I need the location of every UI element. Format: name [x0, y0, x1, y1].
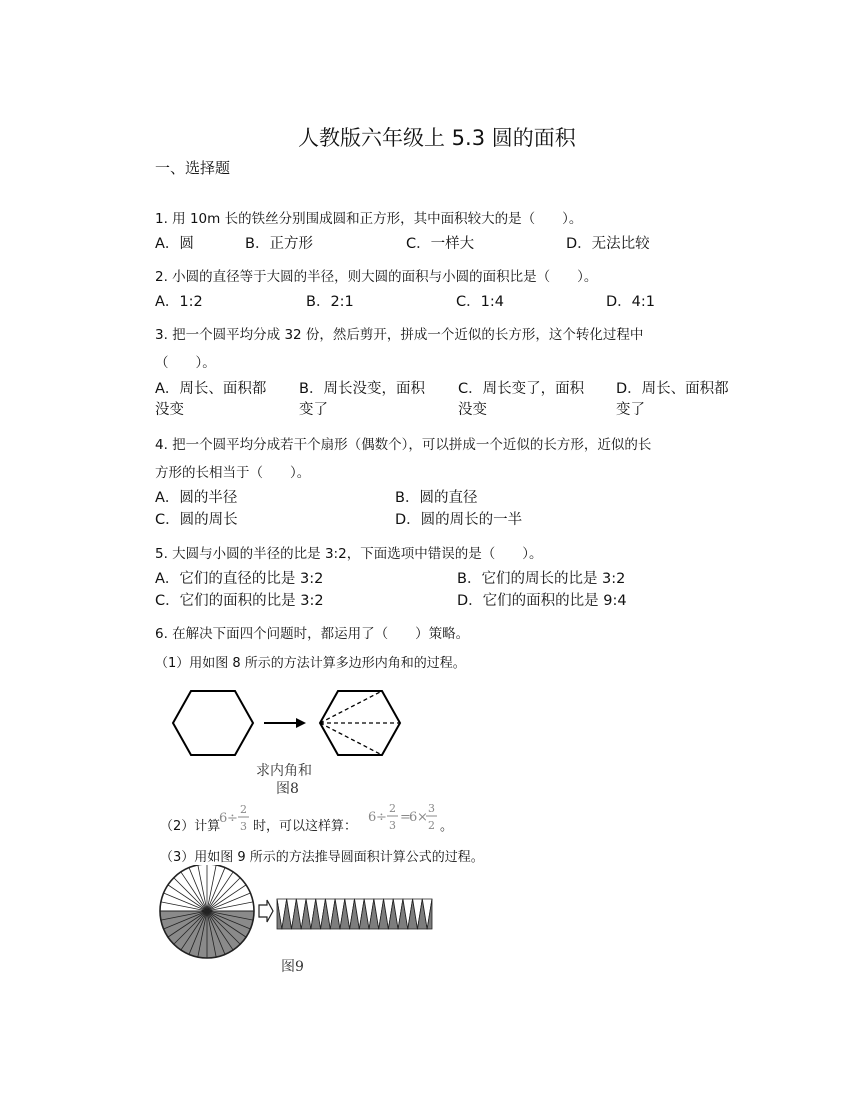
question-6-stem: 6. 在解决下面四个问题时，都运用了（ ）策略。 [155, 626, 470, 642]
q3-option-d-line1: D．周长、面积都 [616, 381, 729, 397]
hexagon-right [320, 691, 400, 755]
expr1-den: 3 [240, 820, 247, 833]
q6-sub2-suffix: 。 [440, 819, 454, 834]
arrow-head [296, 718, 306, 728]
hexagon-left [173, 691, 253, 755]
q1-option-a: A．圆 [155, 236, 194, 252]
expression-6-div-2-3-eq-6-mul-3-2 [366, 798, 440, 834]
question-2-stem: 2. 小圆的直径等于大圆的半径，则大圆的面积与小圆的面积比是（ ）。 [155, 269, 598, 285]
expr1-num: 2 [240, 803, 247, 816]
sector-line [174, 878, 207, 911]
question-1-stem: 1. 用 10m 长的铁丝分别围成圆和正方形，其中面积较大的是（ ）。 [155, 211, 583, 227]
expr1-a: 6 [219, 811, 228, 826]
q3-option-a-line2: 没变 [155, 402, 184, 418]
expr2-b: 6 [409, 810, 418, 825]
sector-line [207, 878, 240, 911]
q4-option-b: B．圆的直径 [395, 490, 478, 506]
q3-option-a-line1: A．周长、面积都 [155, 381, 267, 397]
expr2-num2: 3 [428, 802, 435, 815]
q4-option-c: C．圆的周长 [155, 512, 238, 528]
q3-option-d-line2: 变了 [616, 402, 645, 418]
expr2-den: 3 [389, 819, 396, 832]
approximate-rectangle [277, 899, 432, 929]
section-heading: 一、选择题 [155, 159, 231, 177]
expr1-op: ÷ [227, 811, 238, 826]
figure-8-hexagon-diagram [160, 685, 415, 800]
expression-6-div-2-3 [218, 800, 254, 834]
q1-option-c: C．一样大 [406, 236, 475, 252]
q6-sub2-prefix: （2）计算 [160, 819, 221, 834]
q2-option-b: B．2:1 [306, 294, 354, 310]
q5-option-c: C．它们的面积的比是 3:2 [155, 593, 324, 609]
q4-option-d: D．圆的周长的一半 [395, 512, 523, 528]
expr2-mul: × [417, 810, 428, 825]
q6-sub1: （1）用如图 8 所示的方法计算多边形内角和的过程。 [155, 656, 466, 671]
question-4-stem-line1: 4. 把一个圆平均分成若干个扇形（偶数个），可以拼成一个近似的长方形，近似的长 [155, 437, 652, 453]
page-title: 人教版六年级上 5.3 圆的面积 [298, 126, 576, 150]
q5-option-a: A．它们的直径的比是 3:2 [155, 571, 324, 587]
q2-option-c: C．1:4 [456, 294, 504, 310]
fig8-caption-line1: 求内角和 [256, 763, 312, 779]
question-5-stem: 5. 大圆与小圆的半径的比是 3:2，下面选项中错误的是（ ）。 [155, 546, 543, 562]
question-4-stem-line2: 方形的长相当于（ ）。 [155, 465, 311, 481]
q3-option-b-line2: 变了 [299, 402, 328, 418]
question-3-stem-line2: （ ）。 [155, 355, 216, 371]
arrow-box [259, 900, 273, 922]
q2-option-a: A．1:2 [155, 294, 203, 310]
q2-option-d: D．4:1 [606, 294, 656, 310]
expr2-a: 6 [368, 810, 377, 825]
q6-sub3: （3）用如图 9 所示的方法推导圆面积计算公式的过程。 [160, 850, 484, 865]
fig8-caption-line2: 图8 [276, 781, 299, 797]
q6-sub2-middle: 时，可以这样算： [253, 819, 358, 834]
figure-9-circle-to-rectangle [155, 865, 440, 980]
expr2-den2: 2 [428, 819, 435, 832]
q1-option-b: B．正方形 [245, 236, 313, 252]
q4-option-a: A．圆的半径 [155, 490, 238, 506]
q1-option-d: D．无法比较 [566, 236, 650, 252]
expr2-num: 2 [389, 802, 396, 815]
q3-option-c-line2: 没变 [458, 402, 487, 418]
q3-option-c-line1: C．周长变了，面积 [458, 381, 585, 397]
expr2-op: ÷ [376, 810, 387, 825]
q5-option-b: B．它们的周长的比是 3:2 [457, 571, 626, 587]
q5-option-d: D．它们的面积的比是 9:4 [457, 593, 627, 609]
q3-option-b-line1: B．周长没变，面积 [299, 381, 425, 397]
fig9-caption: 图9 [281, 959, 304, 975]
expr2-eq: = [400, 810, 411, 825]
question-3-stem-line1: 3. 把一个圆平均分成 32 份，然后剪开，拼成一个近似的长方形，这个转化过程中 [155, 327, 644, 343]
sectored-circle [160, 865, 254, 958]
